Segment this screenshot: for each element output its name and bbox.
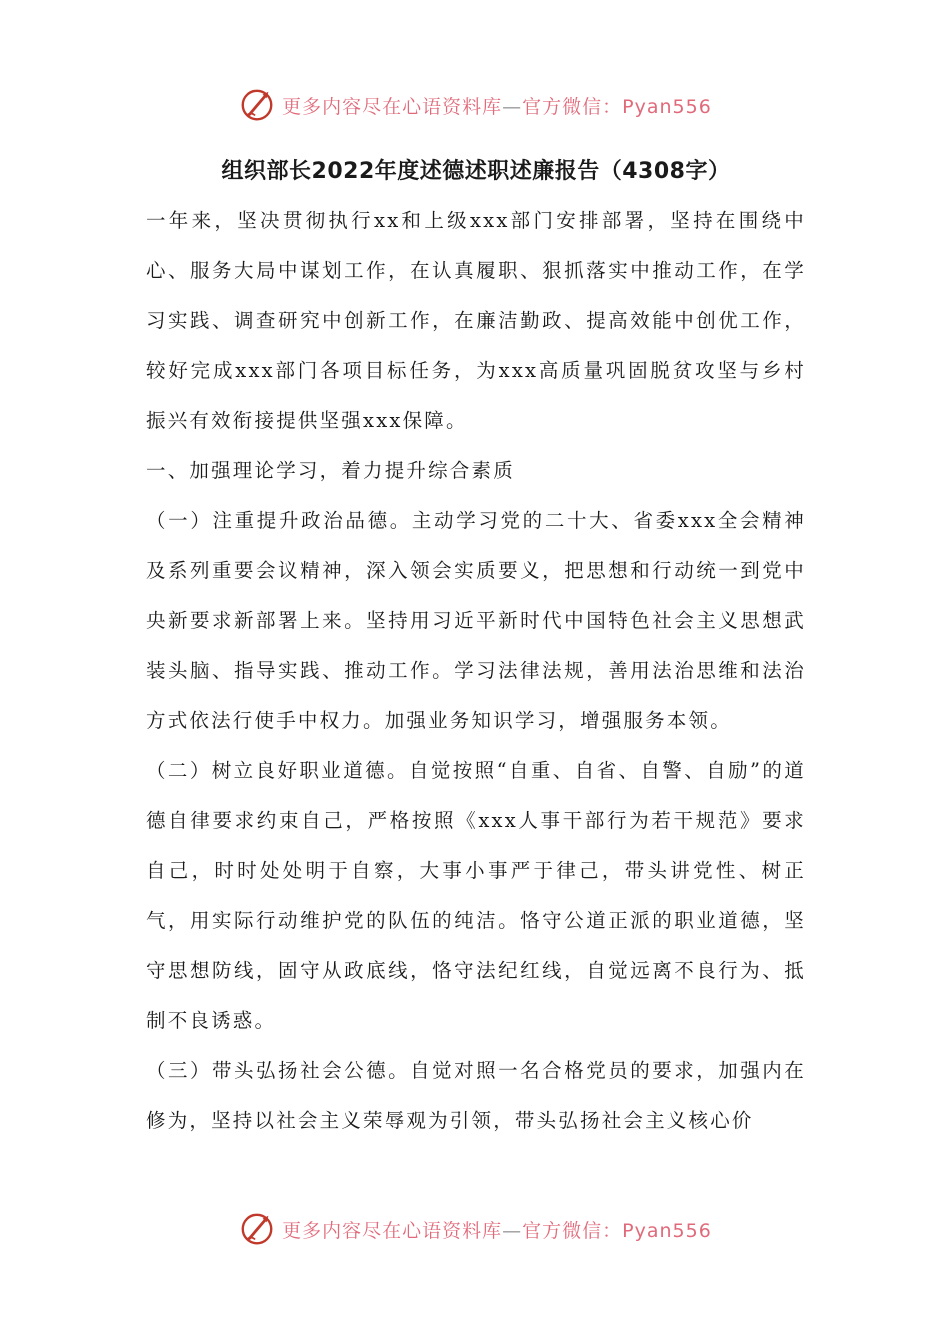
section-heading: 一、加强理论学习，着力提升综合素质: [146, 459, 515, 482]
footer-brand: 更多内容尽在心语资料库: [282, 1219, 503, 1242]
header-brand: 更多内容尽在心语资料库: [282, 95, 503, 118]
pen-circle-logo-icon: [238, 86, 276, 124]
footer-contact: 官方微信：Pyan556: [522, 1219, 712, 1242]
paragraph-political-morality: （一）注重提升政治品德。主动学习党的二十大、省委xxx全会精神及系列重要会议精神，深入领会实质要义，把思想和行动统一到党中央新要求新部署上来。坚持用习近平新时代中国特色社会主义思想武装头脑、指导实践、推动工作。学习法律法规，善用法治思维和法治方式依法行使手中权力。加强业务知识学习，增强服务本领。: [146, 509, 806, 732]
header-separator: —: [502, 95, 523, 118]
header-text: [282, 92, 712, 119]
footer-banner: [0, 1204, 950, 1254]
paragraph-professional-ethics: （二）树立良好职业道德。自觉按照“自重、自省、自警、自励”的道德自律要求约束自己，严格按照《xxx人事干部行为若干规范》要求自己，时时处处明于自察，大事小事严于律己，带头讲党性、树正气，用实际行动维护党的队伍的纯洁。恪守公道正派的职业道德，坚守思想防线，固守从政底线，恪守法纪红线，自觉远离不良行为、抵制不良诱惑。: [146, 759, 806, 1032]
intro-paragraph: 一年来，坚决贯彻执行xx和上级xxx部门安排部署，坚持在围绕中心、服务大局中谋划工作，在认真履职、狠抓落实中推动工作，在学习实践、调查研究中创新工作，在廉洁勤政、提高效能中创优工作，较好完成xxx部门各项目标任务，为xxx高质量巩固脱贫攻坚与乡村振兴有效衔接提供坚强xxx保障。: [146, 209, 806, 432]
footer-separator: —: [502, 1219, 523, 1242]
paragraph-social-morality: （三）带头弘扬社会公德。自觉对照一名合格党员的要求，加强内在修为，坚持以社会主义荣辱观为引领，带头弘扬社会主义核心价: [146, 1059, 806, 1132]
header-banner: [0, 80, 950, 130]
footer-text: [282, 1216, 712, 1243]
document-body: [146, 148, 806, 1146]
document-title: 组织部长2022年度述德述职述廉报告（4308字）: [221, 159, 731, 184]
pen-circle-logo-icon: [238, 1210, 276, 1248]
header-contact: 官方微信：Pyan556: [522, 95, 712, 118]
